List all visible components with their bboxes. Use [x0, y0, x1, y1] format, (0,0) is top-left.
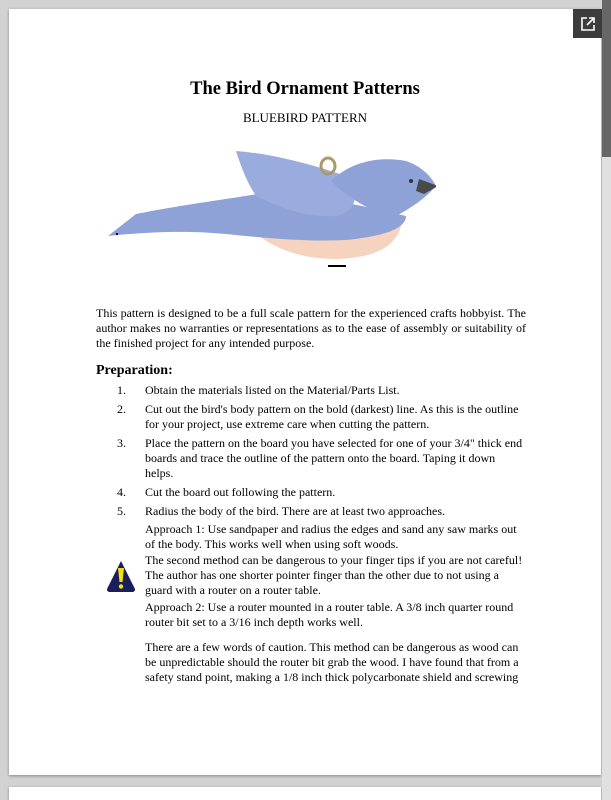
list-item: 5. Radius the body of the bird. There are at least two approaches. [117, 504, 446, 518]
warning-icon [106, 559, 136, 593]
vertical-scrollbar[interactable] [602, 0, 611, 800]
intro-paragraph: This pattern is designed to be a full scale pattern for the experienced crafts hobbyist. The author makes no warranties or representations as to the ease of assembly or suitability of the finished project for any intended purpose. [96, 306, 526, 350]
approach-2-text: Approach 2: Use a router mounted in a router table. A 3/8 inch quarter round router bit set to a 3/16 inch depth works well. [145, 600, 514, 629]
list-item: 4. Cut the board out following the pattern. [117, 485, 336, 499]
warning-text: The second method can be dangerous to your finger tips if you are not careful! The author has one shorter pointer finger than the other due to not using a guard with a router on a router table. [145, 553, 523, 597]
list-item: 1. Obtain the materials listed on the Material/Parts List. [117, 383, 400, 397]
steps-list [96, 383, 526, 523]
open-in-new-button[interactable] [573, 9, 602, 38]
list-item: 3. Place the pattern on the board you have selected for one of your 3/4" thick end boards and trace the outline of the pattern onto the board. Taping it down helps. [117, 436, 523, 480]
pdf-page-2 [9, 787, 601, 800]
list-item: 2. Cut out the bird's body pattern on the bold (darkest) line. As this is the outline for your project, use extreme care when cutting the pattern. [117, 402, 519, 431]
pdf-page-1 [9, 9, 601, 775]
open-in-new-icon [581, 17, 595, 31]
document-title: The Bird Ornament Patterns [190, 79, 420, 99]
scrollbar-thumb[interactable] [602, 0, 611, 157]
section-heading: Preparation: [96, 363, 173, 378]
approach-1-text: Approach 1: Use sandpaper and radius the edges and sand any saw marks out of the body. This works well when using soft woods. [145, 522, 517, 551]
document-subtitle: BLUEBIRD PATTERN [242, 110, 368, 125]
caution-text: There are a few words of caution. This method can be dangerous as wood can be unpredictable should the router bit grab the wood. I have found that from a safety stand point, making a 1/8 inch thick polycarbonate shield and screwing [145, 640, 519, 684]
bluebird-image [106, 146, 436, 271]
